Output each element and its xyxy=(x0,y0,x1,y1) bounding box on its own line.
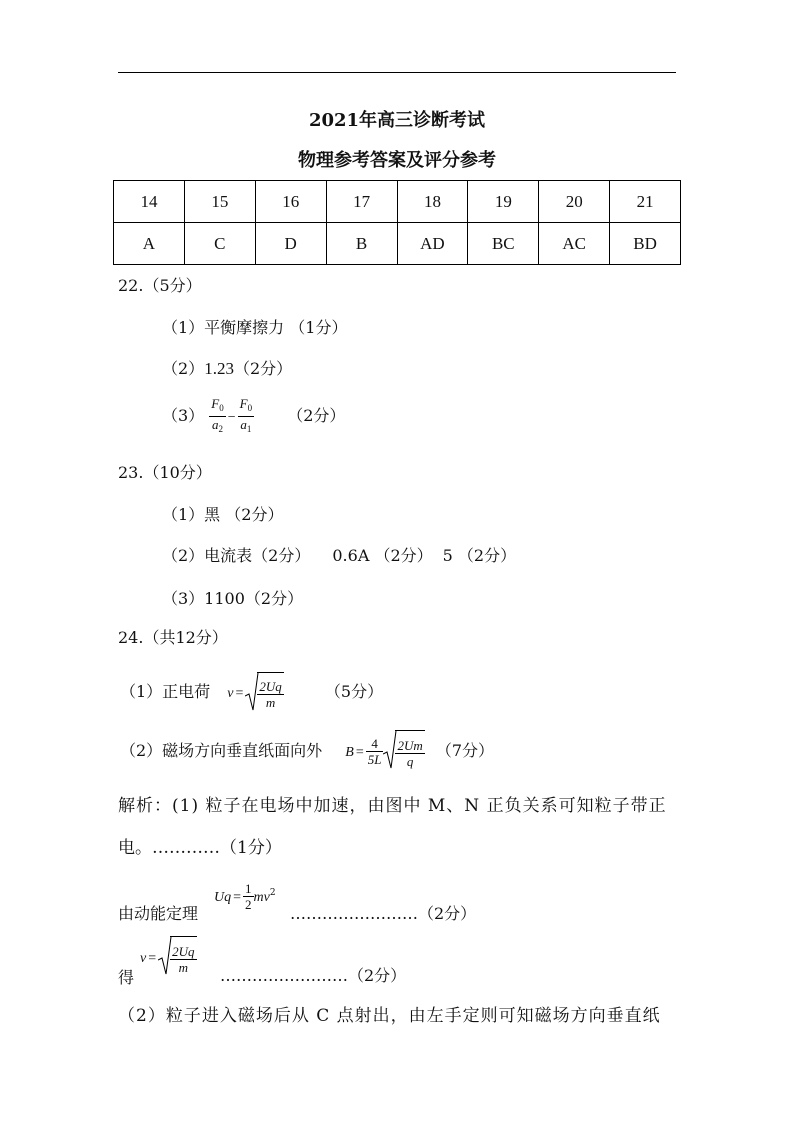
line-label: 由动能定理 xyxy=(118,904,199,923)
top-rule xyxy=(118,72,676,73)
part-text: 5 （2分） xyxy=(442,546,517,565)
part-text: （2）电流表（2分） xyxy=(162,546,311,565)
q23-part2 xyxy=(162,546,516,566)
denominator: 5L xyxy=(367,752,382,767)
part-label: （3） xyxy=(162,406,205,425)
answer-cell: BD xyxy=(610,223,681,265)
fraction-2uq-m xyxy=(257,679,283,710)
question-number: 14 xyxy=(114,181,185,223)
q22-part2 xyxy=(162,359,292,379)
radical-sign xyxy=(383,730,397,770)
radical-sign xyxy=(158,936,172,976)
question-number: 17 xyxy=(326,181,397,223)
q22-part1: （1）平衡摩擦力 （1分） xyxy=(162,318,348,337)
fraction-4-5l xyxy=(366,736,384,767)
table-row-answers xyxy=(114,223,681,265)
velocity-equation xyxy=(140,936,197,979)
minus-sign: − xyxy=(227,410,236,425)
solution-line-1: 解析：(1) 粒子在电场中加速，由图中 M、N 正负关系可知粒子带正 xyxy=(118,796,667,816)
solution-line-4-score: ……………………（2分） xyxy=(220,966,407,985)
part-label: （1）正电荷 xyxy=(120,682,211,701)
equals-sign: = xyxy=(148,951,157,966)
equals-sign: = xyxy=(233,890,242,905)
fraction-2um-q xyxy=(395,738,424,769)
question-number: 21 xyxy=(610,181,681,223)
numerator: 4 xyxy=(366,736,384,752)
fraction-half xyxy=(243,881,254,912)
question-number: 18 xyxy=(397,181,468,223)
answer-table xyxy=(113,180,681,265)
page-subtitle: 物理参考答案及评分参考 xyxy=(298,150,496,171)
v-symbol: v xyxy=(140,951,147,966)
fraction-2uq-m xyxy=(170,944,196,975)
answer-cell: AC xyxy=(539,223,610,265)
answer-cell: BC xyxy=(468,223,539,265)
solution-line-4: 得 xyxy=(118,968,135,987)
denominator: m xyxy=(265,695,276,710)
table-row-numbers xyxy=(114,181,681,223)
subscript: 0 xyxy=(247,403,253,413)
part-text: 0.6A （2分） xyxy=(332,546,433,565)
q23-part1: （1）黑 （2分） xyxy=(162,505,284,524)
part-label: （2）磁场方向垂直纸面向外 xyxy=(120,741,323,760)
question-number: 16 xyxy=(255,181,326,223)
score: （5分） xyxy=(324,682,384,701)
fraction-f0-a1 xyxy=(238,396,254,437)
denominator: 2 xyxy=(245,897,252,912)
answer-cell: D xyxy=(255,223,326,265)
q22-part3 xyxy=(162,396,345,437)
q23-heading: 23.（10分） xyxy=(118,463,212,482)
answer-cell: B xyxy=(326,223,397,265)
question-number: 20 xyxy=(539,181,610,223)
v-symbol: v xyxy=(227,686,234,701)
equals-sign: = xyxy=(235,686,244,701)
page-title: 2021年高三诊断考试 xyxy=(308,110,486,131)
fraction-f0-a2 xyxy=(209,396,225,437)
f-symbol: F xyxy=(211,396,220,411)
q24-heading: 24.（共12分） xyxy=(118,628,228,647)
solution-line-5: （2）粒子进入磁场后从 C 点射出，由左手定则可知磁场方向垂直纸 xyxy=(118,1006,661,1026)
solution-line-2: 电。…………（1分） xyxy=(118,838,282,858)
solution-line-3 xyxy=(118,904,198,924)
subscript: 2 xyxy=(218,424,223,434)
numerator: 2Um xyxy=(397,738,423,753)
mv-term: mv xyxy=(253,890,270,905)
b-symbol: B xyxy=(345,745,354,760)
equals-sign: = xyxy=(355,745,364,760)
radical-sign xyxy=(245,672,259,712)
denominator: q xyxy=(406,754,414,769)
denominator: m xyxy=(178,960,189,975)
part-label: （2） xyxy=(162,359,205,378)
score: （7分） xyxy=(435,741,495,760)
kinetic-energy-equation xyxy=(214,878,276,913)
question-number: 19 xyxy=(468,181,539,223)
numerator: 2Uq xyxy=(259,679,282,694)
score: （2分） xyxy=(287,406,346,425)
solution-line-3-score: ……………………（2分） xyxy=(290,904,477,923)
subscript: 0 xyxy=(219,403,224,413)
q24-part1 xyxy=(120,672,383,713)
q22-heading: 22.（5分） xyxy=(118,276,202,295)
f-symbol: F xyxy=(239,396,248,411)
subscript: 1 xyxy=(246,424,252,434)
superscript: 2 xyxy=(269,888,276,898)
answer-cell: AD xyxy=(397,223,468,265)
numerator: 2Uq xyxy=(172,944,195,959)
sqrt-b xyxy=(383,730,424,773)
a-symbol: a xyxy=(240,417,247,432)
sqrt-v2 xyxy=(158,936,196,979)
a-symbol: a xyxy=(212,417,219,432)
uq-term: Uq xyxy=(214,890,232,905)
q23-part3: （3）1100（2分） xyxy=(162,589,304,608)
score: （2分） xyxy=(233,359,293,378)
question-number: 15 xyxy=(184,181,255,223)
answer-cell: A xyxy=(114,223,185,265)
answer-value: 1.23 xyxy=(204,359,234,378)
answer-cell: C xyxy=(184,223,255,265)
sqrt-v xyxy=(245,672,283,713)
q24-part2 xyxy=(120,730,494,773)
numerator: 1 xyxy=(245,881,252,896)
